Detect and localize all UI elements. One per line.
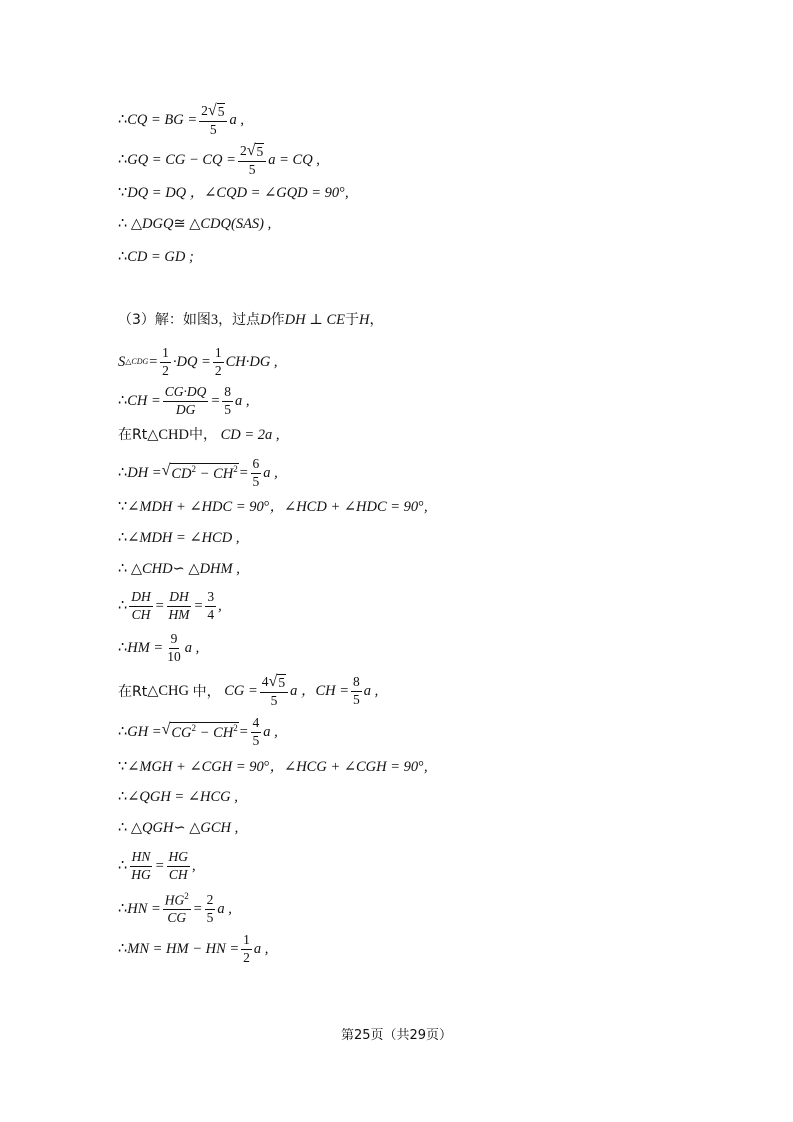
fraction: $\frac{HN}{HG}$: [131, 849, 151, 882]
fraction: $\frac{8}{5}$: [224, 384, 231, 417]
eq-cd-gd: ∴ CD = GD ;: [118, 249, 194, 265]
fraction: 2 √ 5 5: [238, 143, 266, 178]
fraction: $\frac{1}{2}$: [243, 932, 250, 965]
fraction: $\frac{1}{2}$: [214, 345, 222, 378]
eq-gh: ∴ GH = √ $CG^2 - CH^2$ = $\frac{4}{5}$ a ,: [118, 715, 278, 748]
eq-ratio-1: ∴ $\frac{DH}{CH}$ = $\frac{DH}{HM}$ = $\frac{3}{4}$ ,: [118, 589, 222, 622]
fraction: $\frac{2}{5}$: [206, 891, 214, 925]
fraction: $\frac{4}{5}$: [252, 715, 260, 748]
eq-angles-3: ∵ ∠MGH + ∠CGH = 90 ° ，∠HCG + ∠CGH = 90 ° ,: [118, 759, 428, 775]
fraction: $\frac{3}{4}$: [207, 589, 215, 622]
fraction: $\frac{1}{2}$: [162, 345, 169, 378]
eq-ch: ∴ CH = $\frac{CG\cdot DQ}{DG}$ = $\frac{8}{5}$ a ,: [118, 384, 250, 417]
eq-gq: ∴ GQ = CG − CQ = 2 √ 5 5 a = CQ ,: [118, 142, 320, 178]
rt-chg-line: 在Rt △CHG 中， CG = 4 √ 5 5 a ，CH = $\frac{8}{5}$ a ,: [118, 673, 379, 709]
fraction: $\frac{DH}{CH}$: [131, 589, 151, 622]
eq-similar-2: ∴ △ QGH ∽ △ GCH ,: [118, 820, 239, 836]
eq-angles-2: ∴ ∠MDH = ∠HCD ,: [118, 530, 240, 546]
eq-congruent: ∴ △ DGQ ≅ △ CDQ(SAS) ,: [118, 216, 272, 232]
eq-dq-dq: ∵ DQ = DQ ，∠CQD = ∠GQD = 90 ° ,: [118, 185, 349, 201]
eq-similar-1: ∴ △ CHD ∽ △ DHM ,: [118, 561, 240, 577]
fraction: $\frac{6}{5}$: [252, 456, 260, 489]
eq-cq-bg: ∴ CQ = BG = 2 √ 5 5 a ,: [118, 102, 244, 138]
eq-hm: ∴ HM = $\frac{9}{10}$ a ,: [118, 631, 200, 664]
fraction: $\frac{CG\cdot DQ}{DG}$: [164, 384, 207, 417]
fraction: $\frac{9}{10}$: [167, 631, 181, 664]
eq-ratio-2: ∴ $\frac{HN}{HG}$ = $\frac{HG}{CH}$ ,: [118, 849, 196, 882]
part3-heading: （3）解：如图 3 ， 过点 D 作 DH ⊥ CE 于 H ，: [118, 312, 384, 329]
fraction: $\frac{DH}{HM}$: [168, 589, 190, 622]
eq-mn: ∴ MN = HM − HN = $\frac{1}{2}$ a ,: [118, 932, 269, 965]
fraction: $\frac{HG}{CH}$: [168, 849, 189, 882]
fraction: $\frac{8}{5}$: [353, 674, 360, 708]
eq-hn: ∴ HN = $\frac{HG^2}{CG}$ = $\frac{2}{5}$ a ,: [118, 891, 232, 926]
fraction: 4 √ 5 5: [260, 674, 288, 709]
eq-dh: ∴ DH = √ $CD^2 - CH^2$ = $\frac{6}{5}$ a ,: [118, 456, 278, 489]
eq-area: S △CDG = $\frac{1}{2}$ ·DQ = $\frac{1}{2}$ CH·DG ,: [118, 345, 278, 378]
fraction: $\frac{HG^2}{CG}$: [164, 891, 189, 926]
eq-angles-4: ∴ ∠QGH = ∠HCG ,: [118, 789, 238, 805]
eq-angles-1: ∵ ∠MDH + ∠HDC = 90 ° ，∠HCD + ∠HDC = 90 ° ,: [118, 499, 428, 515]
rt-chd-line: 在Rt △CHD 中， CD = 2a ,: [118, 427, 280, 444]
fraction: 2 √ 5 5: [199, 103, 227, 138]
page-footer: 第25页（共29页）: [340, 1028, 453, 1043]
